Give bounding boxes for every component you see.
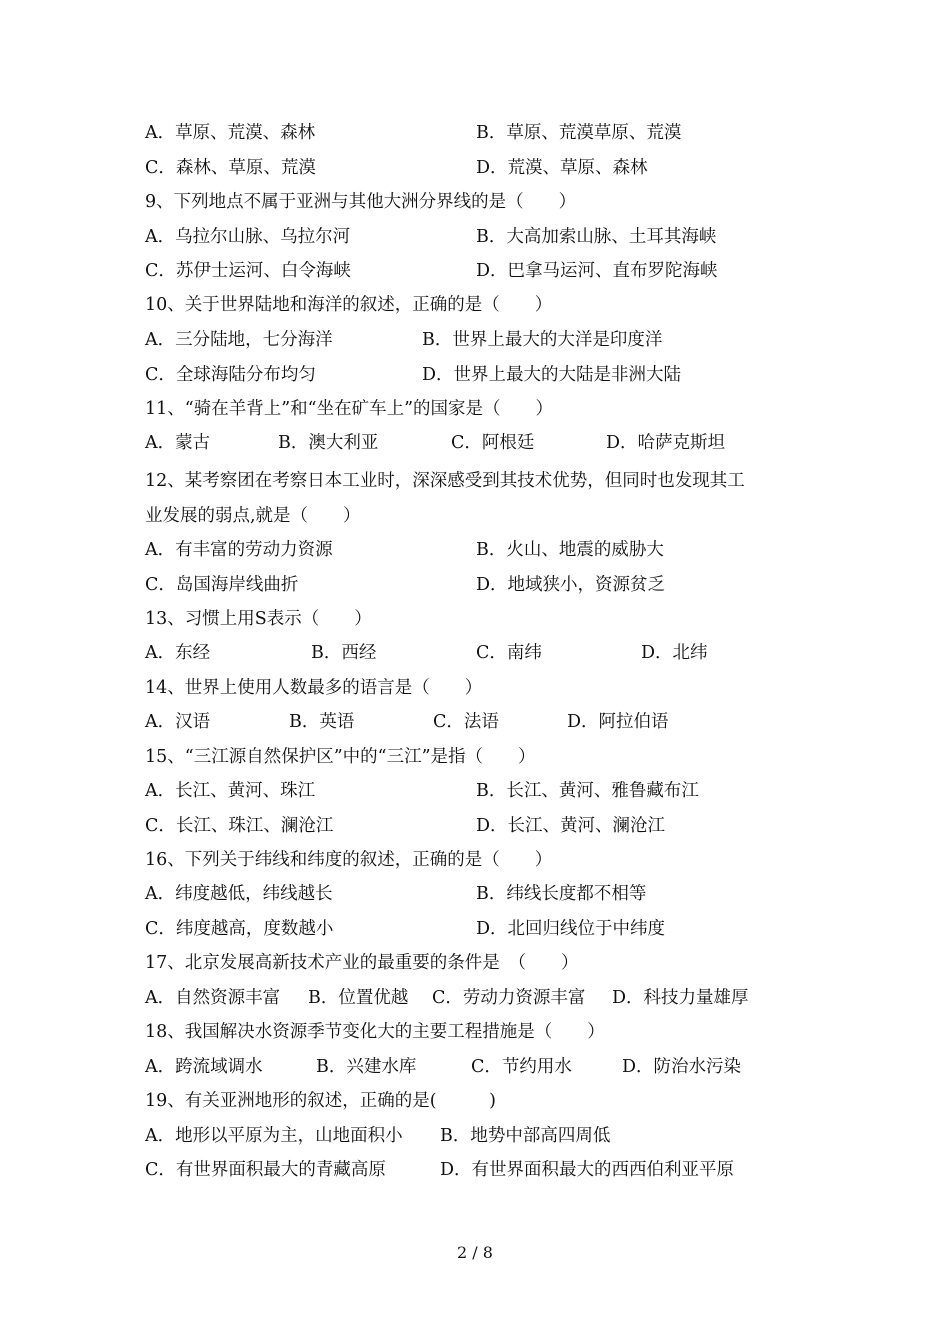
q12-option-a: A．有丰富的劳动力资源 (145, 540, 333, 560)
q18-option-a: A．跨流域调水 (145, 1057, 263, 1077)
q19-option-b: B．地势中部高四周低 (440, 1126, 611, 1146)
q9-option-b: B．大高加索山脉、土耳其海峡 (476, 227, 717, 247)
q10-option-c: C．全球海陆分布均匀 (145, 365, 316, 385)
q16-option-b: B．纬线长度都不相等 (476, 884, 647, 904)
q13-option-a: A．东经 (145, 643, 211, 663)
q11-option-c: C．阿根廷 (451, 433, 535, 453)
q11-option-a: A．蒙古 (145, 433, 211, 453)
page-number: 2 / 8 (457, 1243, 493, 1262)
q15-option-a: A．长江、黄河、珠江 (145, 781, 316, 801)
q15-stem: 15、“三江源自然保护区”中的“三江”是指（ ） (145, 747, 536, 767)
q14-stem: 14、世界上使用人数最多的语言是（ ） (145, 678, 483, 698)
q13-stem: 13、习惯上用S表示（ ） (145, 609, 372, 629)
q15-option-b: B．长江、黄河、雅鲁藏布江 (476, 781, 699, 801)
q14-option-b: B．英语 (289, 712, 355, 732)
q12-option-b: B．火山、地震的威胁大 (476, 540, 664, 560)
q11-option-d: D．哈萨克斯坦 (606, 433, 726, 453)
q11-option-b: B．澳大利亚 (278, 433, 379, 453)
q8-option-c: C．森林、草原、荒漠 (145, 158, 316, 178)
q18-stem: 18、我国解决水资源季节变化大的主要工程措施是（ ） (145, 1022, 605, 1042)
q16-stem: 16、下列关于纬线和纬度的叙述，正确的是（ ） (145, 850, 553, 870)
q19-stem: 19、有关亚洲地形的叙述，正确的是( ) (145, 1091, 496, 1111)
q15-option-d: D．长江、黄河、澜沧江 (476, 816, 666, 836)
q12-option-c: C．岛国海岸线曲折 (145, 575, 299, 595)
q9-option-d: D．巴拿马运河、直布罗陀海峡 (476, 261, 718, 281)
q10-option-b: B．世界上最大的大洋是印度洋 (422, 330, 663, 350)
q10-option-a: A．三分陆地，七分海洋 (145, 330, 333, 350)
q16-option-c: C．纬度越高，度数越小 (145, 919, 334, 939)
q14-option-a: A．汉语 (145, 712, 211, 732)
q18-option-d: D．防治水污染 (622, 1057, 742, 1077)
q8-option-d: D．荒漠、草原、森林 (476, 158, 648, 178)
q13-option-b: B．西经 (311, 643, 377, 663)
q12-stem-line1: 12、某考察团在考察日本工业时，深深感受到其技术优势，但同时也发现其工 (145, 471, 745, 491)
q13-option-d: D．北纬 (641, 643, 708, 663)
q14-option-c: C．法语 (433, 712, 499, 732)
q18-option-b: B．兴建水库 (316, 1057, 417, 1077)
q17-option-b: B．位置优越 (308, 988, 409, 1008)
q10-stem: 10、关于世界陆地和海洋的叙述，正确的是（ ） (145, 295, 553, 315)
q19-option-d: D．有世界面积最大的西西伯利亚平原 (440, 1160, 735, 1180)
q13-option-c: C．南纬 (476, 643, 542, 663)
q16-option-a: A．纬度越低，纬线越长 (145, 884, 333, 904)
q15-option-c: C．长江、珠江、澜沧江 (145, 816, 334, 836)
q18-option-c: C．节约用水 (471, 1057, 572, 1077)
q10-option-d: D．世界上最大的大陆是非洲大陆 (422, 365, 682, 385)
q17-option-c: C．劳动力资源丰富 (432, 988, 586, 1008)
q19-option-c: C．有世界面积最大的青藏高原 (145, 1160, 386, 1180)
q9-option-c: C．苏伊士运河、白令海峡 (145, 261, 351, 281)
q9-stem: 9、下列地点不属于亚洲与其他大洲分界线的是（ ） (145, 192, 577, 212)
q19-option-a: A．地形以平原为主，山地面积小 (145, 1126, 403, 1146)
q11-stem: 11、“骑在羊背上”和“坐在矿车上”的国家是（ ） (145, 399, 554, 419)
q12-stem-line2: 业发展的弱点,就是（ ） (145, 506, 361, 526)
q9-option-a: A．乌拉尔山脉、乌拉尔河 (145, 227, 351, 247)
q17-option-d: D．科技力量雄厚 (612, 988, 749, 1008)
q17-option-a: A．自然资源丰富 (145, 988, 281, 1008)
q16-option-d: D．北回归线位于中纬度 (476, 919, 666, 939)
q8-option-b: B．草原、荒漠草原、荒漠 (476, 123, 682, 143)
q17-stem: 17、北京发展高新技术产业的最重要的条件是 （ ） (145, 953, 579, 973)
q14-option-d: D．阿拉伯语 (567, 712, 669, 732)
q8-option-a: A．草原、荒漠、森林 (145, 123, 316, 143)
q12-option-d: D．地域狭小，资源贫乏 (476, 575, 666, 595)
